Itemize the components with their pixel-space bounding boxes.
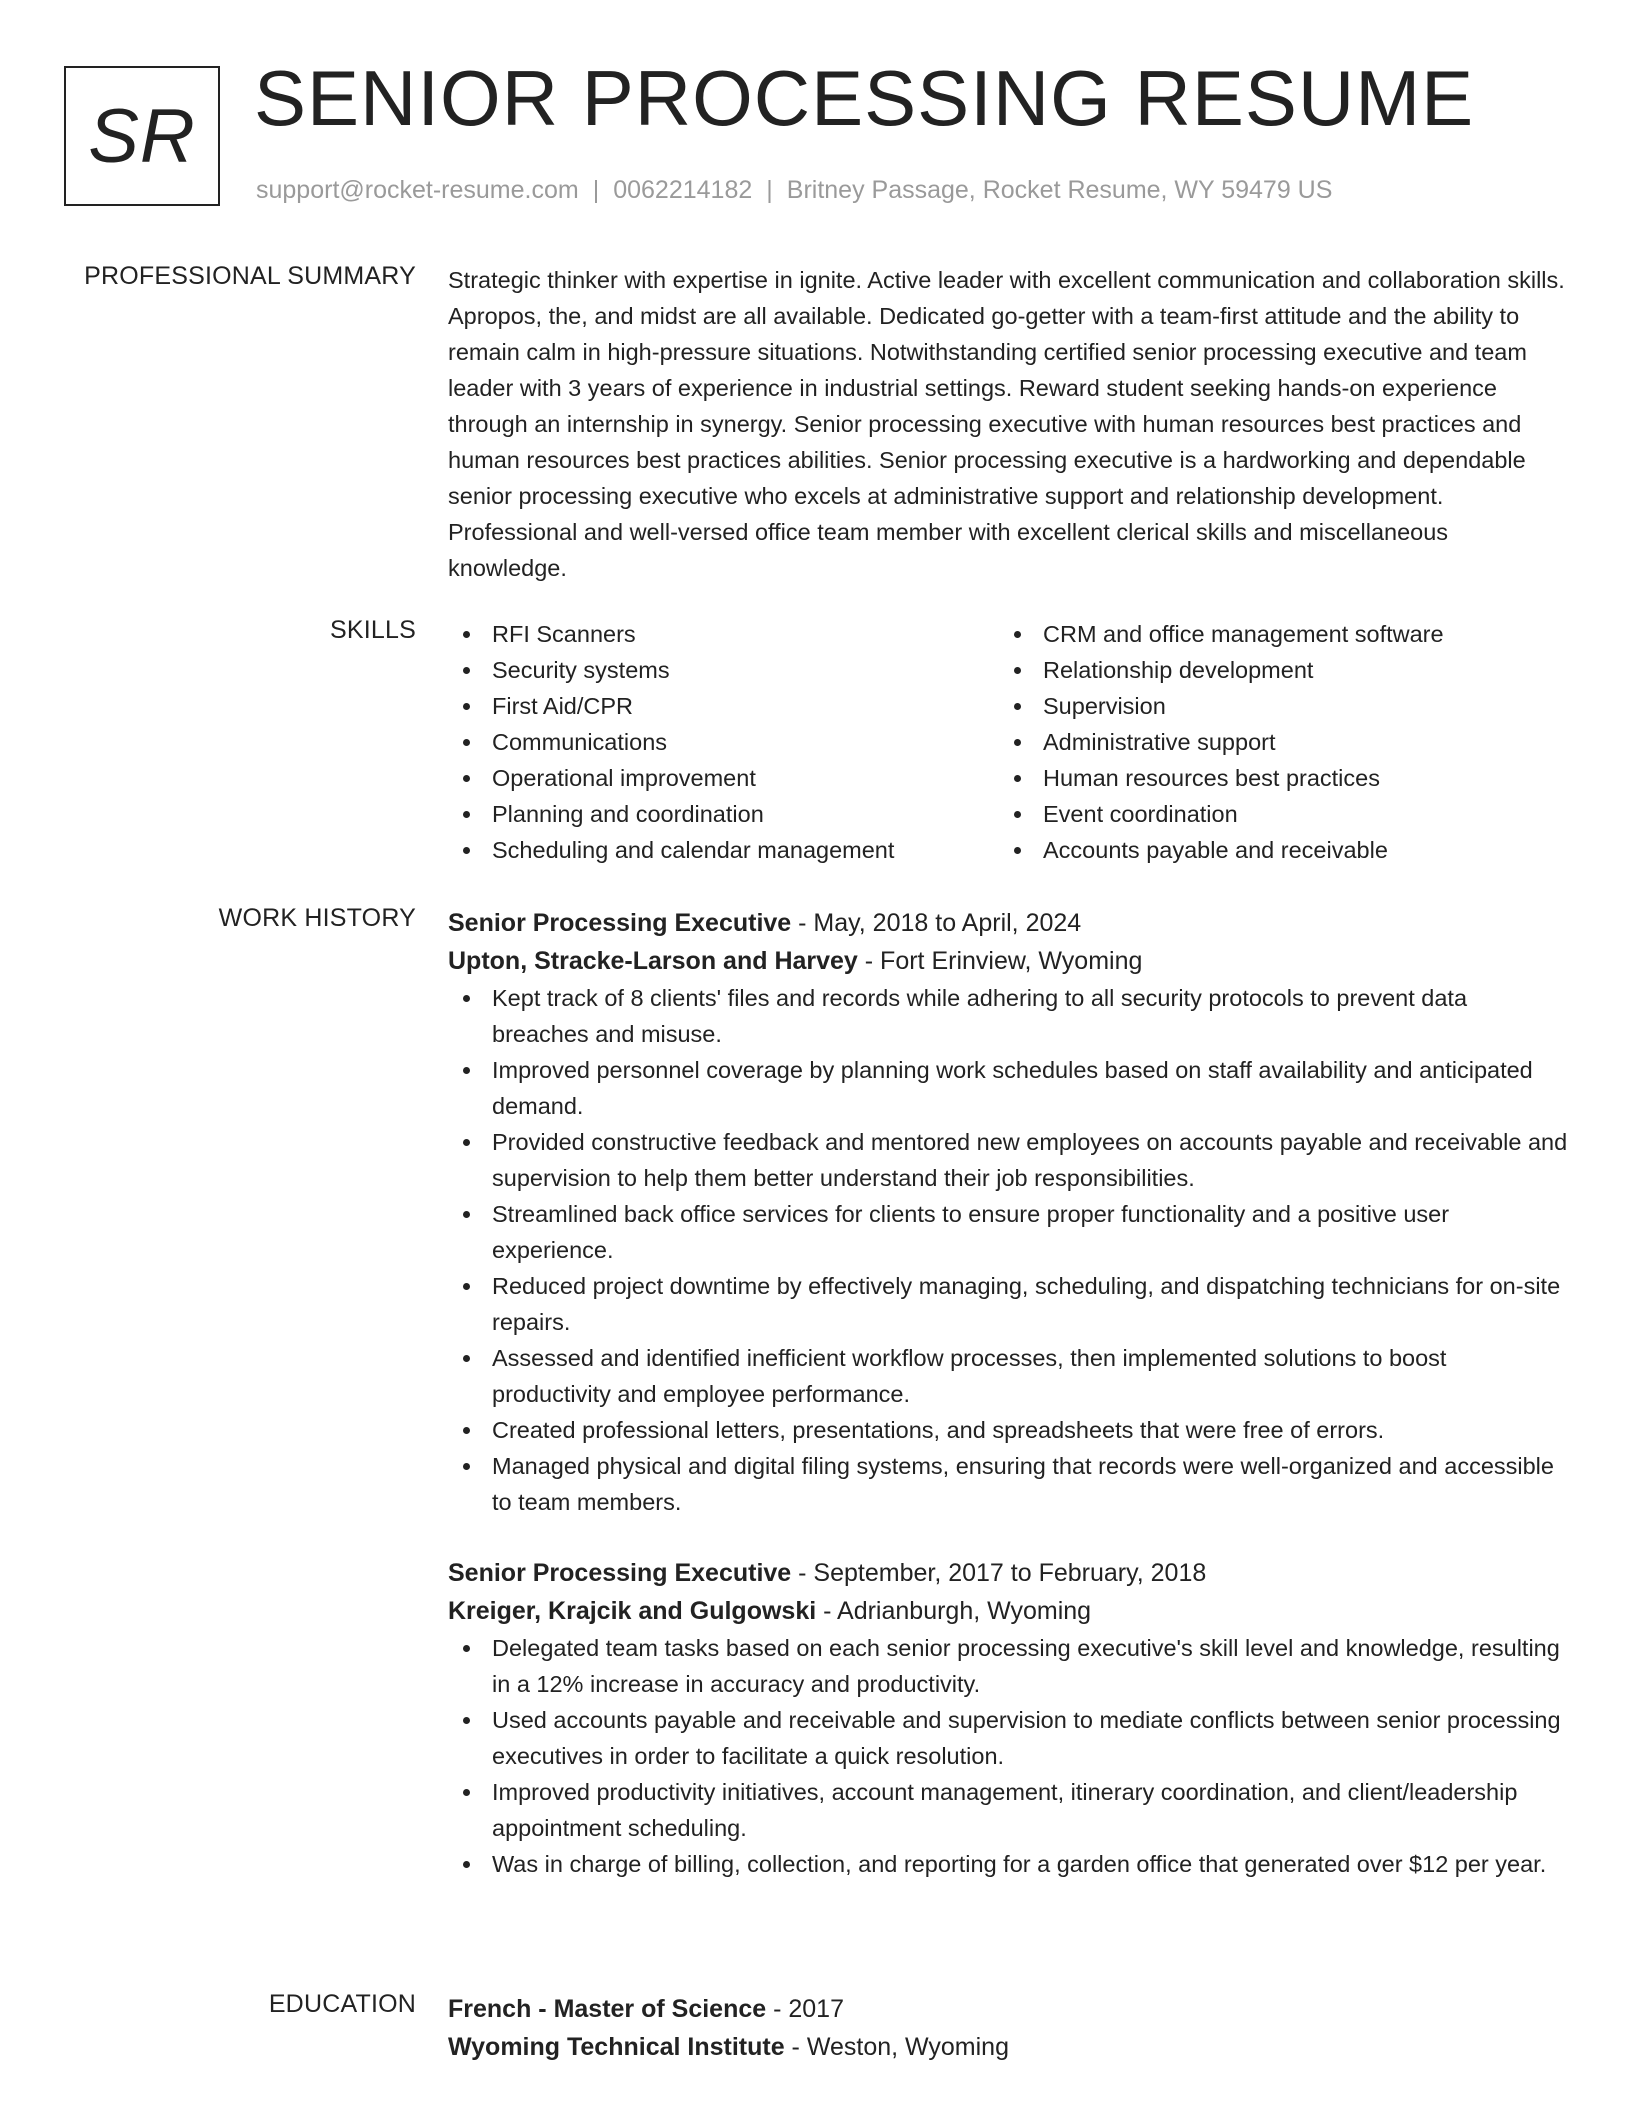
job-company-line bbox=[448, 1592, 1568, 1630]
summary-text: Strategic thinker with expertise in ignite. Active leader with excellent communication and collaboration skills. Apropos, the, and midst are all available. Dedicated go-getter with a team-first attitude and the ability to remain calm in high-pressure situations. Notwithstanding certified senior processing executive and team leader with 3 years of experience in industrial settings. Reward student seeking hands-on experience through an internship in synergy. Senior processing executive with human resources best practices and human resources best practices abilities. Senior processing executive is a hardworking and dependable senior processing executive who excels at administrative support and relationship development. Professional and well-versed office team member with excellent clerical skills and miscellaneous knowledge. bbox=[448, 267, 1565, 581]
list-item: Improved productivity initiatives, account management, itinerary coordination, and client/leadership appointment scheduling. bbox=[448, 1774, 1568, 1846]
education-degree-line bbox=[448, 1990, 1568, 2028]
list-item: Administrative support bbox=[999, 724, 1550, 760]
job-title-line bbox=[448, 904, 1568, 942]
list-item: Improved personnel coverage by planning work schedules based on staff availability and anticipated demand. bbox=[448, 1052, 1568, 1124]
job-title: Senior Processing Executive bbox=[448, 1559, 792, 1587]
list-item: Supervision bbox=[999, 688, 1550, 724]
list-item: CRM and office management software bbox=[999, 616, 1550, 652]
list-item: Managed physical and digital filing systems, ensuring that records were well-organized and accessible to team members. bbox=[448, 1448, 1568, 1520]
list-item: Security systems bbox=[448, 652, 999, 688]
job-dates: - May, 2018 to April, 2024 bbox=[791, 909, 1082, 937]
education-year: - 2017 bbox=[766, 1995, 844, 2023]
education-school: Wyoming Technical Institute bbox=[448, 2033, 785, 2061]
job-bullet-list bbox=[448, 980, 1568, 1520]
education-school-line bbox=[448, 2028, 1568, 2066]
job-location: - Adrianburgh, Wyoming bbox=[816, 1597, 1092, 1625]
list-item: RFI Scanners bbox=[448, 616, 999, 652]
list-item: Reduced project downtime by effectively managing, scheduling, and dispatching technicians for on-site repairs. bbox=[448, 1268, 1568, 1340]
list-item: Created professional letters, presentations, and spreadsheets that were free of errors. bbox=[448, 1412, 1568, 1448]
work-history-heading: WORK HISTORY bbox=[218, 904, 416, 932]
job-title: Senior Processing Executive bbox=[448, 909, 792, 937]
list-item: Relationship development bbox=[999, 652, 1550, 688]
list-item: Provided constructive feedback and mentored new employees on accounts payable and receivable and supervision to help them better understand their job responsibilities. bbox=[448, 1124, 1568, 1196]
job-entry bbox=[448, 1554, 1568, 1882]
contact-line bbox=[256, 176, 1332, 205]
education-heading: EDUCATION bbox=[268, 1990, 416, 2018]
job-entry bbox=[448, 904, 1568, 1520]
job-title-line bbox=[448, 1554, 1568, 1592]
contact-phone: 0062214182 bbox=[613, 176, 753, 204]
list-item: Communications bbox=[448, 724, 999, 760]
monogram-initials: SR bbox=[88, 93, 196, 179]
skills-list-right bbox=[999, 616, 1550, 868]
job-dates: - September, 2017 to February, 2018 bbox=[791, 1559, 1207, 1587]
job-company-line bbox=[448, 942, 1568, 980]
education-location: - Weston, Wyoming bbox=[784, 2033, 1009, 2061]
contact-address: Britney Passage, Rocket Resume, WY 59479 US bbox=[786, 176, 1333, 204]
monogram-box bbox=[64, 66, 220, 206]
education-degree: French - Master of Science bbox=[448, 1995, 767, 2023]
list-item: Streamlined back office services for clients to ensure proper functionality and a positive user experience. bbox=[448, 1196, 1568, 1268]
list-item: Planning and coordination bbox=[448, 796, 999, 832]
list-item: Used accounts payable and receivable and supervision to mediate conflicts between senior processing executives in order to facilitate a quick resolution. bbox=[448, 1702, 1568, 1774]
list-item: Assessed and identified inefficient workflow processes, then implemented solutions to boost productivity and employee performance. bbox=[448, 1340, 1568, 1412]
contact-email: support@rocket-resume.com bbox=[256, 176, 579, 204]
list-item: First Aid/CPR bbox=[448, 688, 999, 724]
job-company: Upton, Stracke-Larson and Harvey bbox=[448, 947, 858, 975]
list-item: Kept track of 8 clients' files and records while adhering to all security protocols to prevent data breaches and misuse. bbox=[448, 980, 1568, 1052]
contact-separator: | bbox=[592, 176, 600, 204]
summary-heading: PROFESSIONAL SUMMARY bbox=[84, 262, 416, 290]
list-item: Was in charge of billing, collection, and reporting for a garden office that generated over $12 per year. bbox=[448, 1846, 1568, 1882]
contact-separator: | bbox=[766, 176, 773, 204]
job-company: Kreiger, Krajcik and Gulgowski bbox=[448, 1597, 817, 1625]
job-location: - Fort Erinview, Wyoming bbox=[857, 947, 1143, 975]
job-bullet-list bbox=[448, 1630, 1568, 1882]
list-item: Human resources best practices bbox=[999, 760, 1550, 796]
list-item: Operational improvement bbox=[448, 760, 999, 796]
list-item: Accounts payable and receivable bbox=[999, 832, 1550, 868]
list-item: Delegated team tasks based on each senior processing executive's skill level and knowledge, resulting in a 12% increase in accuracy and productivity. bbox=[448, 1630, 1568, 1702]
list-item: Event coordination bbox=[999, 796, 1550, 832]
skills-grid bbox=[448, 616, 1568, 868]
resume-title: SENIOR PROCESSING RESUME bbox=[254, 54, 1475, 142]
skills-heading: SKILLS bbox=[330, 616, 416, 644]
list-item: Scheduling and calendar management bbox=[448, 832, 999, 868]
skills-list-left bbox=[448, 616, 999, 868]
